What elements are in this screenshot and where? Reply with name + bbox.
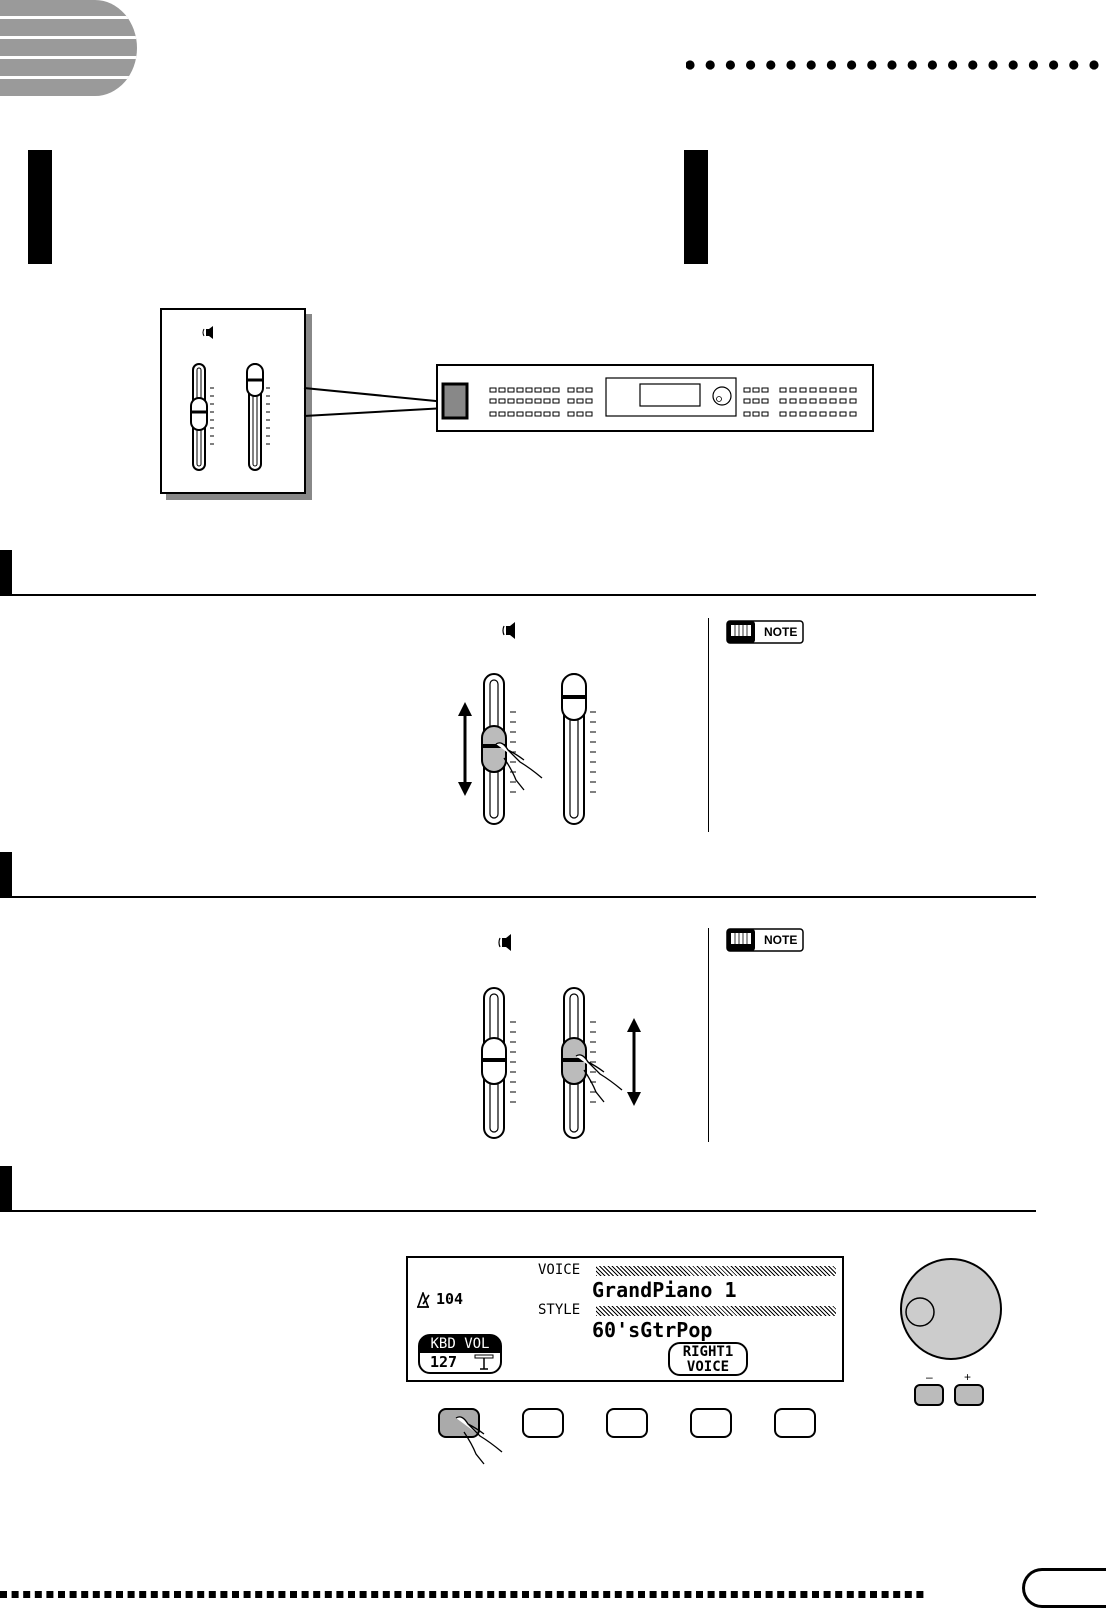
- dial-minus-button[interactable]: [914, 1384, 944, 1406]
- section-1-slider-diagram: [450, 616, 630, 836]
- heading-bar-left: [28, 150, 52, 264]
- kbd-vol-label: KBD VOL: [420, 1336, 500, 1353]
- metronome-icon: [414, 1292, 434, 1308]
- dial-plus-label: +: [964, 1370, 972, 1384]
- header-dotted-line: [686, 58, 1106, 72]
- slider-closeup-box: [160, 308, 306, 494]
- chapter-tab-graphic: [0, 0, 140, 100]
- note-label: NOTE: [764, 933, 798, 947]
- lcd-display: [406, 1256, 844, 1382]
- style-name: 60'sGtrPop: [592, 1318, 713, 1342]
- footer-dotted-line: [0, 1590, 940, 1600]
- data-dial[interactable]: [898, 1256, 1004, 1362]
- kbd-vol-display: [418, 1334, 502, 1374]
- section-1-note-divider: [708, 618, 709, 832]
- dial-plus-button[interactable]: [954, 1384, 984, 1406]
- right1-label: RIGHT1: [682, 1344, 734, 1360]
- voice-name: GrandPiano 1: [592, 1278, 737, 1302]
- keyboard-panel-diagram: [436, 364, 876, 434]
- section-2-marker: [0, 852, 12, 896]
- section-2-slider-diagram: [450, 926, 670, 1146]
- dial-minus-label: –: [926, 1370, 933, 1384]
- volume-level-icon: [474, 1354, 494, 1370]
- lcd-button-4[interactable]: [690, 1408, 732, 1438]
- voice-label: VOICE: [538, 1262, 581, 1278]
- section-1-marker: [0, 550, 12, 594]
- section-1-rule: [0, 594, 1036, 596]
- page-number-tab: [1022, 1568, 1106, 1608]
- voice-button-label: VOICE: [686, 1359, 730, 1375]
- right1-voice-display: [668, 1342, 748, 1376]
- lcd-button-3[interactable]: [606, 1408, 648, 1438]
- section-3-marker: [0, 1166, 12, 1210]
- lcd-button-5[interactable]: [774, 1408, 816, 1438]
- closeup-sliders: [162, 310, 304, 492]
- section-2-note-badge: [726, 928, 806, 952]
- section-1-note-badge: [726, 620, 806, 644]
- note-label: NOTE: [764, 625, 798, 639]
- speaker-icon: [499, 934, 511, 951]
- voice-hatch-bar: [596, 1266, 836, 1276]
- style-hatch-bar: [596, 1306, 836, 1316]
- section-3-rule: [0, 1210, 1036, 1212]
- speaker-icon: [203, 326, 213, 339]
- style-label: STYLE: [538, 1302, 581, 1318]
- speaker-icon: [503, 622, 515, 639]
- lcd-button-2[interactable]: [522, 1408, 564, 1438]
- tempo-value: 104: [436, 1290, 464, 1308]
- section-2-note-divider: [708, 928, 709, 1142]
- kbd-vol-value: 127: [430, 1353, 458, 1371]
- heading-bar-right: [684, 150, 708, 264]
- section-2-rule: [0, 896, 1036, 898]
- pointing-hand-icon: [452, 1412, 512, 1466]
